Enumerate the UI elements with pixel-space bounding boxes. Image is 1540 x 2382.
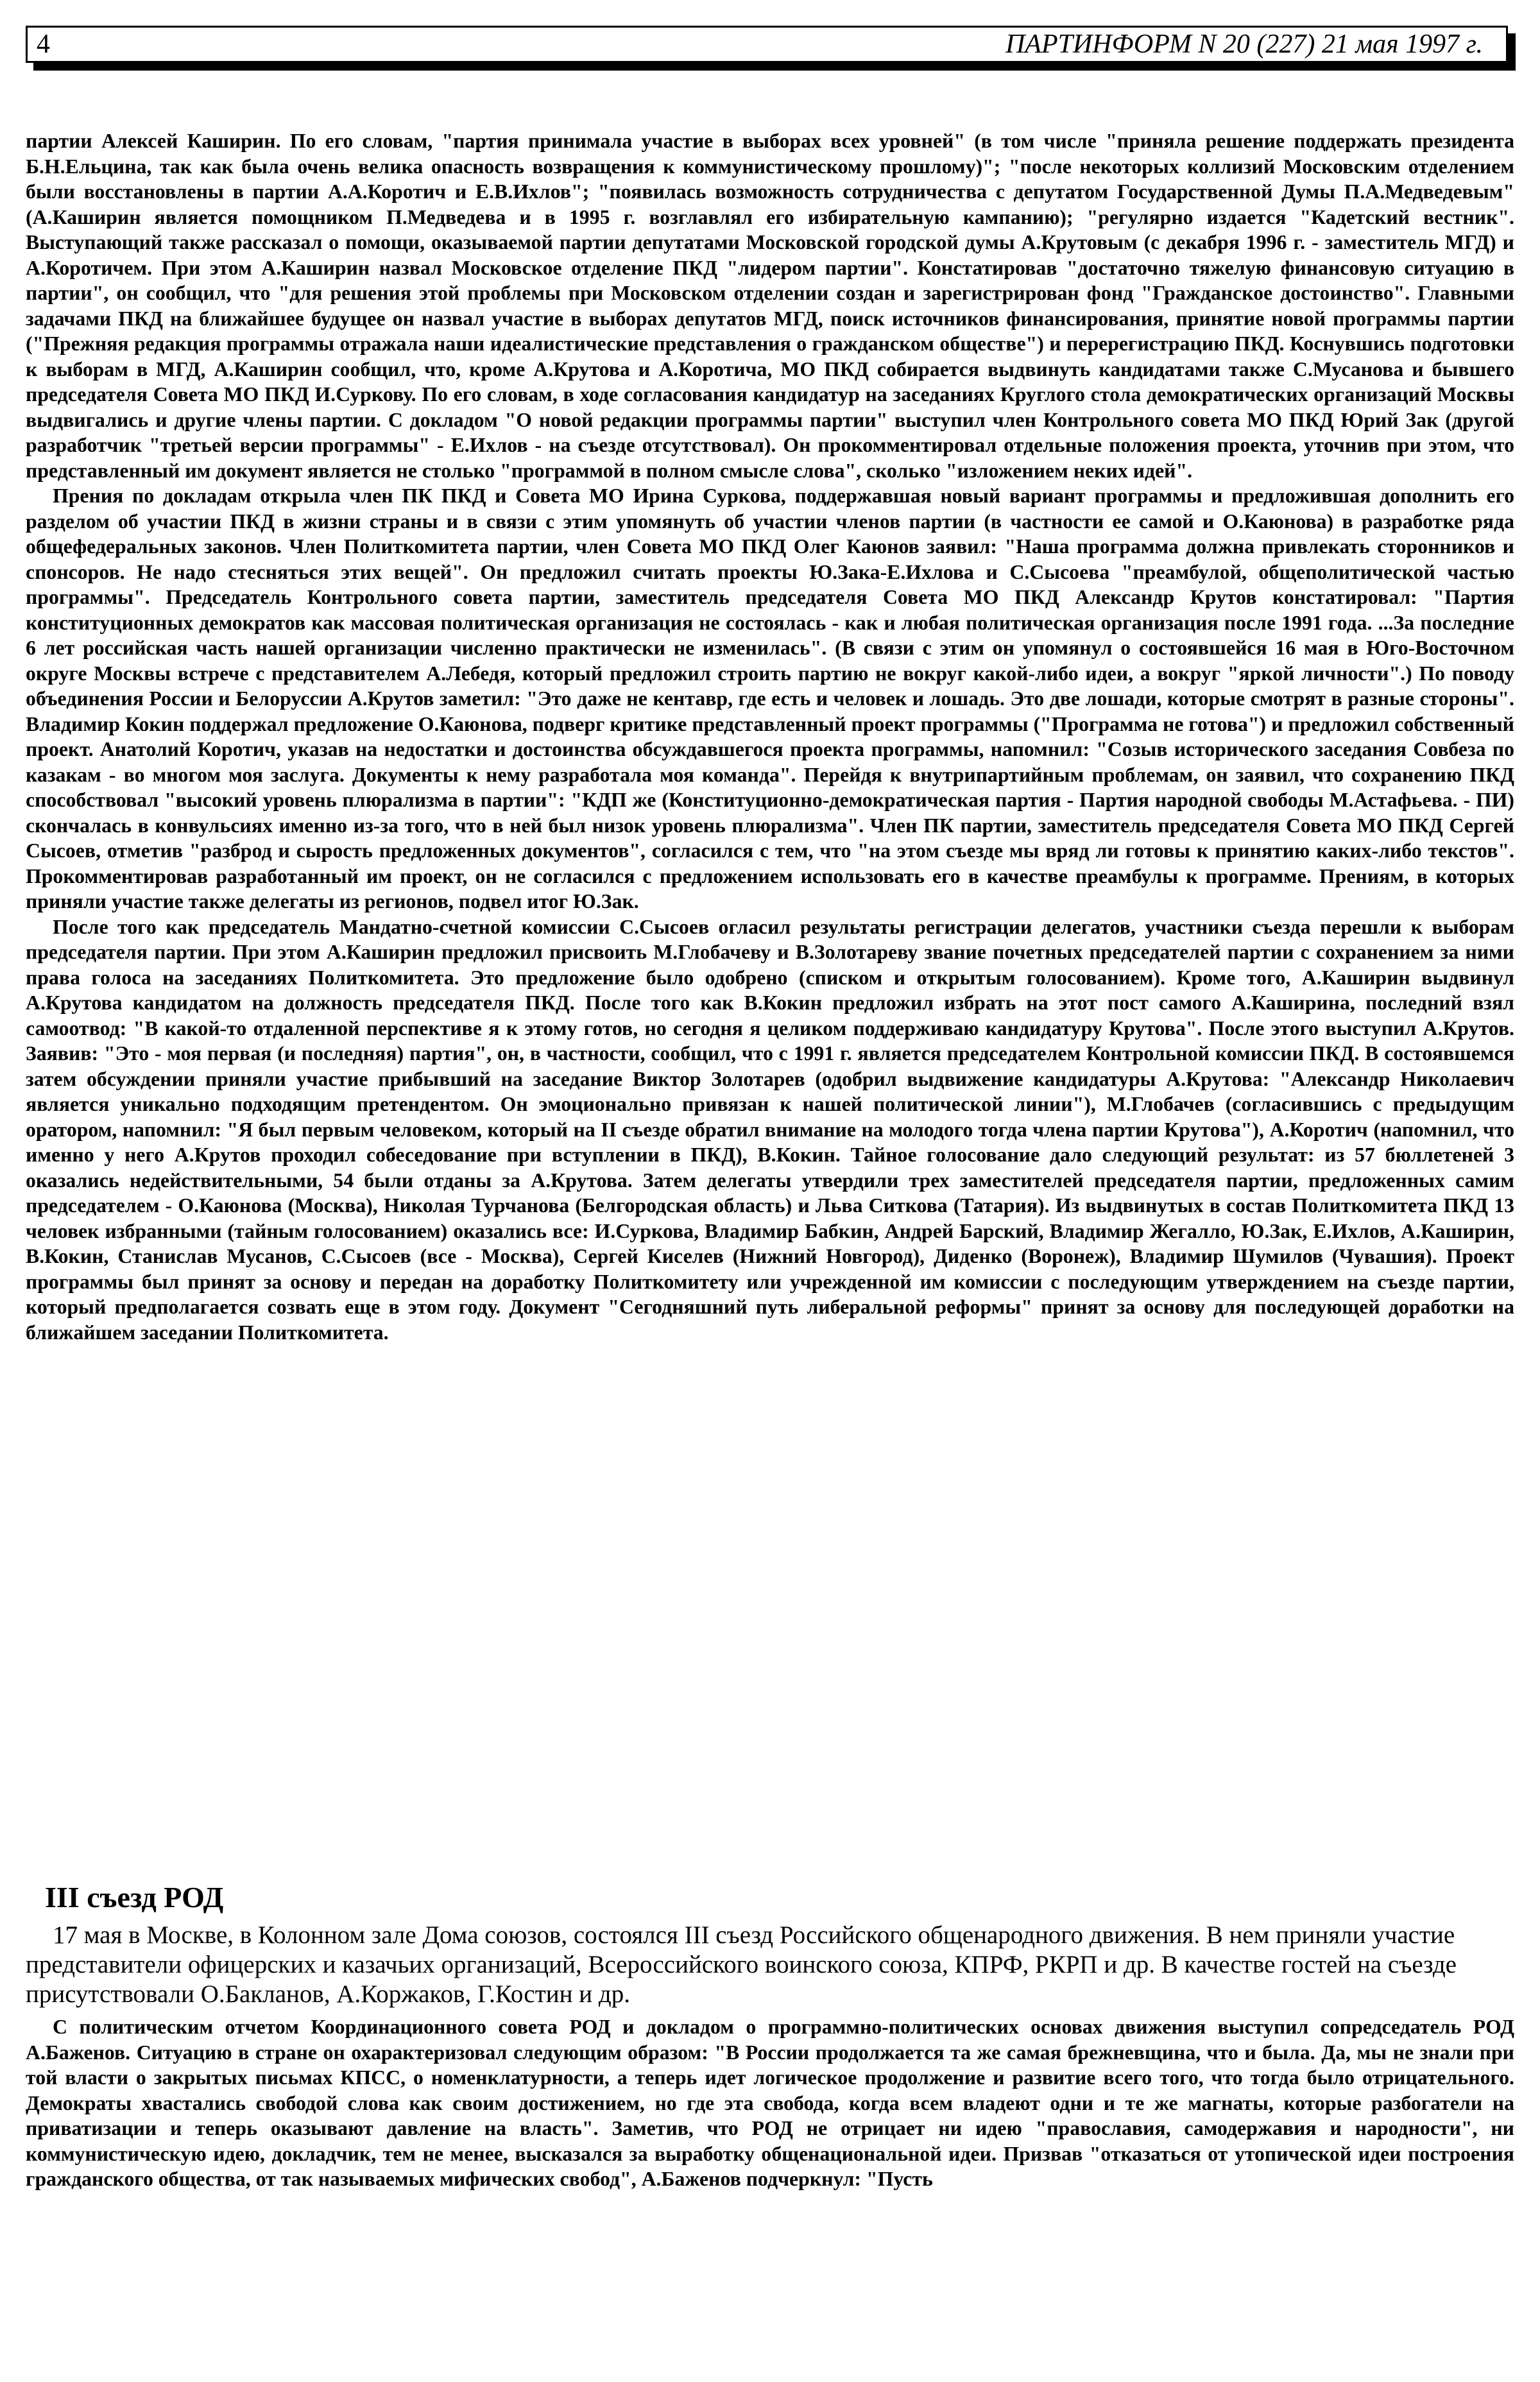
section-heading: III съезд РОД [45,1881,224,1914]
article-rod-congress [26,1880,1514,2192]
page-header [26,26,1508,63]
article-paragraph: партии Алексей Каширин. По его словам, "партия принимала участие в выборах всех уровней" (в том числе "приняла решение поддержать президента Б.Н.Ельцина, так как была очень велика опасность возвращения к коммунистическому прошлому)"; "после некоторых коллизий Московским отделением были восстановлены в партии А.А.Коротич и Е.В.Ихлов"; "появилась возможность сотрудничества с депутатом Государственной Думы П.А.Медведевым" (А.Каширин является помощником П.Медведева и в 1995 г. возглавлял его избирательную кампанию); "регулярно издается "Кадетский вестник". Выступающий также рассказал о помощи, оказываемой партии депутатами Московской городской думы А.Крутовым (с декабря 1996 г. - заместитель МГД) и А.Коротичем. При этом А.Каширин назвал Московское отделение ПКД "лидером партии". Констатировав "достаточно тяжелую финансовую ситуацию в партии", он сообщил, что "для решения этой проблемы при Московском отделении создан и зарегистрирован фонд "Гражданское достоинство". Главными задачами ПКД на ближайшее будущее он назвал участие в выборах депутатов МГД, поиск источников финансирования, принятие новой программы партии ("Прежняя редакция программы отражала наши идеалистические представления о гражданском обществе") и перерегистрацию ПКД. Коснувшись подготовки к выборам в МГД, А.Каширин сообщил, что, кроме А.Крутова и А.Коротича, МО ПКД собирается выдвинуть кандидатами также С.Мусанова и бывшего председателя Совета МО ПКД И.Суркову. По его словам, в ходе согласования кандидатур на заседаниях Круглого стола демократических организаций Москвы выдвигались и другие члены партии. С докладом "О новой редакции программы партии" выступил член Контрольного совета МО ПКД Юрий Зак (другой разработчик "третьей версии программы" - Е.Ихлов - на съезде отсутствовал). Он прокомментировал отдельные положения проекта, уточнив при этом, что представленный им документ является не столько "программой в полном смысле слова", сколько "изложением неких идей". [26,130,1514,482]
article-paragraph: После того как председатель Мандатно-счетной комиссии С.Сысоев огласил результаты регистрации делегатов, участники съезда перешли к выборам председателя партии. При этом А.Каширин предложил присвоить М.Глобачеву и В.Золотареву звание почетных председателей партии с сохранением за ними права голоса на заседаниях Политкомитета. Это предложение было одобрено (списком и открытым голосованием). Кроме того, А.Каширин выдвинул А.Крутова кандидатом на должность председателя ПКД. После того как В.Кокин предложил избрать на этот пост самого А.Каширина, последний взял самоотвод: "В какой-то отдаленной перспективе я к этому готов, но сегодня я целиком поддерживаю кандидатуру Крутова". После этого выступил А.Крутов. Заявив: "Это - моя первая (и последняя) партия", он, в частности, сообщил, что с 1991 г. является председателем Контрольной комиссии ПКД. В состоявшемся затем обсуждении приняли участие прибывший на заседание Виктор Золотарев (одобрил выдвижение кандидатуры А.Крутова: "Александр Николаевич является уникально подходящим претендентом. Он эмоционально привязан к нашей политической линии"), М.Глобачев (согласившись с предыдущим оратором, напомнил: "Я был первым человеком, который на II съезде обратил внимание на молодого тогда члена партии Крутова"), А.Коротич (напомнил, что именно у него А.Крутов проходил собеседование при вступлении в ПКД), В.Кокин. Тайное голосование дало следующий результат: из 57 бюллетеней 3 оказались недействительными, 54 были отданы за А.Крутова. Затем делегаты утвердили трех заместителей председателя партии, предложенных самим председателем - О.Каюнова (Москва), Николая Турчанова (Белгородская область) и Льва Ситкова (Татария). Из выдвинутых в состав Политкомитета ПКД 13 человек избранными (тайным голосованием) оказались все: И.Суркова, Владимир Бабкин, Андрей Барский, Владимир Жегалло, Ю.Зак, Е.Ихлов, А.Каширин, В.Кокин, Станислав Мусанов, С.Сысоев (все - Москва), Сергей Киселев (Нижний Новгород), Диденко (Воронеж), Владимир Шумилов (Чувашия). Проект программы был принят за основу и передан на доработку Политкомитету или учрежденной им комиссии с последующим утверждением на съезде партии, который предполагается созвать еще в этом году. Документ "Сегодняшний путь либеральной реформы" принят за основу для последующей доработки на ближайшем заседании Политкомитета. [26,915,1514,1344]
masthead-title: ПАРТИНФОРМ N 20 (227) 21 мая 1997 г. [1005,30,1483,59]
article-paragraph: С политическим отчетом Координационного совета РОД и докладом о программно-политических основах движения выступил сопредседатель РОД А.Баженов. Ситуацию в стране он охарактеризовал следующим образом: "В России продолжается та же самая брежневщина, что и была. Да, мы не знали при той власти о закрытых письмах КПСС, о номенклатурности, а теперь идет логическое продолжение и развитие всего того, что тогда было отрицательного. Демократы хвастались свободой слова как своим достижением, но где эта свобода, когда всем владеют одни и те же магнаты, которые разбогатели на приватизации и теперь оказывают давление на власть". Заметив, что РОД не отрицает ни идею "православия, самодержавия и народности", ни коммунистическую идею, докладчик, тем не менее, высказался за выработку общенациональной идеи. Призвав "отказаться от утопической идеи построения гражданского общества, от так называемых мифических свобод", А.Баженов подчеркнул: "Пусть [26,2016,1514,2190]
page-number: 4 [37,30,50,59]
lead-paragraph: 17 мая в Москве, в Колонном зале Дома союзов, состоялся III съезд Российского общенародного движения. В нем приняли участие представители офицерских и казачьих организаций, Всероссийского воинского союза, КПРФ, РКРП и др. В качестве гостей на съезде присутствовали О.Бакланов, А.Коржаков, Г.Костин и др. [26,1921,1457,2008]
article-paragraph: Прения по докладам открыла член ПК ПКД и Совета МО Ирина Суркова, поддержавшая новый вариант программы и предложившая дополнить его разделом об участии ПКД в жизни страны и в связи с этим упомянуть об участии членов партии (в частности ее самой и О.Каюнова) в разработке ряда общефедеральных законов. Член Политкомитета партии, член Совета МО ПКД Олег Каюнов заявил: "Наша программа должна привлекать сторонников и спонсоров. Не надо стесняться этих вещей". Он предложил считать проекты Ю.Зака-Е.Ихлова и С.Сысоева "преамбулой, общеполитической частью программы". Председатель Контрольного совета партии, заместитель председателя Совета МО ПКД Александр Крутов констатировал: "Партия конституционных демократов как массовая политическая организация не состоялась - как и любая политическая организация после 1991 года. ...За последние 6 лет российская часть нашей организации численно практически не изменилась". (В связи с этим он упомянул о состоявшейся 16 мая в Юго-Восточном округе Москвы встрече с представителем А.Лебедя, который предложил строить партию не вокруг какой-либо идеи, а вокруг "яркой личности".) По поводу объединения России и Белоруссии А.Крутов заметил: "Это даже не кентавр, где есть и человек и лошадь. Это две лошади, которые смотрят в разные стороны". Владимир Кокин поддержал предложение О.Каюнова, подверг критике представленный проект программы ("Программа не готова") и предложил собственный проект. Анатолий Коротич, указав на недостатки и достоинства обсуждавшегося проекта программы, напомнил: "Созыв исторического заседания Совбеза по казакам - во многом моя заслуга. Документы к нему разработала моя команда". Перейдя к внутрипартийным проблемам, он заявил, что сохранению ПКД способствовал "высокий уровень плюрализма в партии": "КДП же (Конституционно-демократическая партия - Партия народной свободы М.Астафьева. - ПИ) скончалась в конвульсиях именно из-за того, что в ней был низок уровень плюрализма". Член ПК партии, заместитель председателя Совета МО ПКД Сергей Сысоев, отметив "разброд и сырость предложенных документов", согласился с тем, что "на этом съезде мы вряд ли готовы к принятию каких-либо текстов". Прокомментировав разработанный им проект, он не согласился с предложением использовать его в качестве преамбулы к программе. Прениям, в которых приняли участие также делегаты из регионов, подвел итог Ю.Зак. [26,484,1514,913]
article-kdp-congress [26,128,1514,1345]
